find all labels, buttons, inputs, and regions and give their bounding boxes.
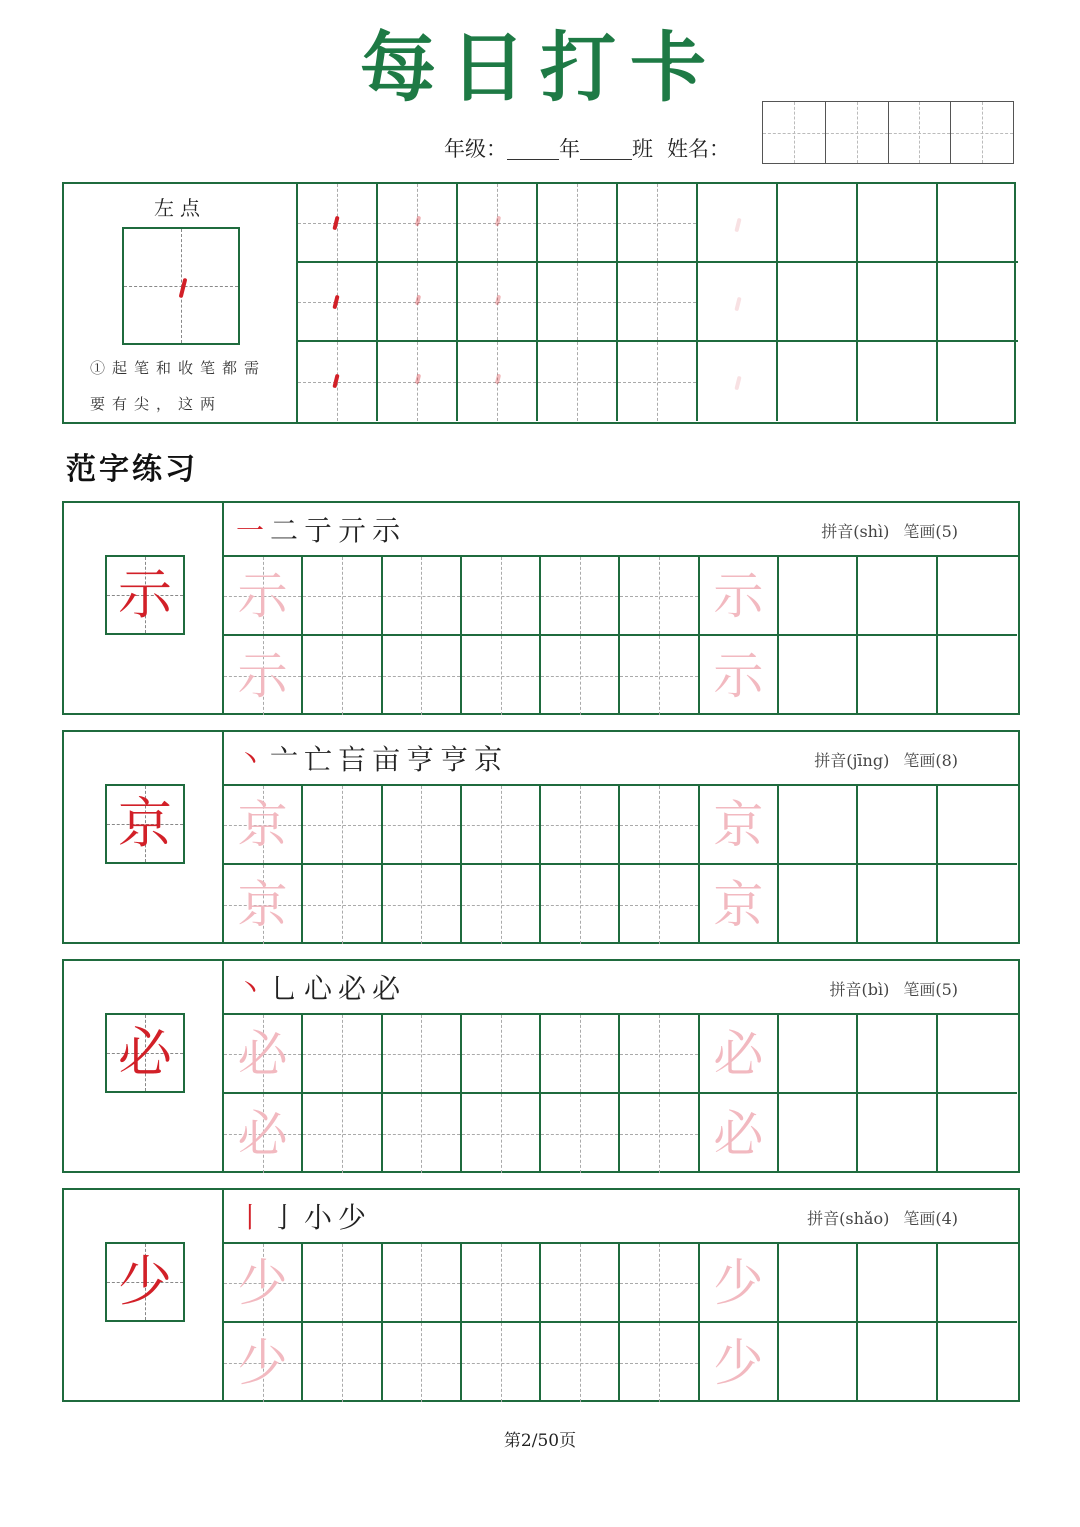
stroke-order-step: 京 <box>474 743 505 776</box>
trace-character: 京 <box>237 795 288 854</box>
character-model-panel <box>64 503 224 713</box>
writing-cell[interactable] <box>779 636 858 715</box>
stroke-order-step: 丶 <box>236 972 267 1005</box>
writing-cell[interactable] <box>700 1094 779 1173</box>
writing-cell[interactable] <box>779 1323 858 1402</box>
writing-cell[interactable] <box>700 1323 779 1402</box>
character-block <box>62 730 1020 944</box>
writing-grid[interactable] <box>224 786 1017 944</box>
left-dot-trace-icon <box>415 216 421 227</box>
stroke-order-step: 乚 <box>270 972 301 1005</box>
page-number: 第2/50页 <box>503 1431 577 1451</box>
stroke-practice-box <box>62 182 1016 424</box>
writing-grid[interactable] <box>224 557 1017 715</box>
trace-character: 示 <box>237 566 288 625</box>
writing-cell[interactable] <box>858 786 937 865</box>
writing-cell[interactable] <box>700 1244 779 1323</box>
writing-cell[interactable] <box>462 636 541 715</box>
pinyin-label: 拼音(bì) <box>829 980 890 999</box>
left-dot-trace-icon <box>415 374 421 385</box>
character-block <box>62 501 1020 715</box>
stroke-practice-cell[interactable] <box>458 184 538 263</box>
trace-character: 必 <box>237 1104 288 1163</box>
writing-cell[interactable] <box>700 636 779 715</box>
stroke-order-step: 亅 <box>270 1201 301 1234</box>
writing-cell[interactable] <box>620 1323 699 1402</box>
name-writing-grid[interactable] <box>762 101 1014 164</box>
stroke-order-step: 亨 <box>406 743 437 776</box>
writing-cell[interactable] <box>779 1244 858 1323</box>
writing-cell[interactable] <box>620 557 699 636</box>
stroke-order-step: 亩 <box>372 743 403 776</box>
model-character-box <box>105 784 185 864</box>
writing-cell[interactable] <box>224 636 303 715</box>
stroke-practice-cell[interactable] <box>698 263 778 342</box>
character-info <box>814 748 958 771</box>
stroke-order-sequence <box>236 967 406 1007</box>
stroke-order-step: 丨 <box>236 1201 267 1234</box>
writing-cell[interactable] <box>303 636 382 715</box>
trace-character: 少 <box>713 1333 764 1392</box>
model-character-box <box>105 555 185 635</box>
stroke-order-sequence <box>236 1196 372 1236</box>
stroke-order-row <box>224 1190 1018 1244</box>
left-dot-stroke-icon <box>179 278 188 298</box>
writing-cell[interactable] <box>303 1244 382 1323</box>
model-character: 少 <box>118 1250 172 1313</box>
trace-character: 必 <box>713 1104 764 1163</box>
name-cell[interactable] <box>763 102 826 163</box>
character-info <box>807 1206 958 1229</box>
model-character: 必 <box>118 1021 172 1084</box>
stroke-practice-cell[interactable] <box>538 263 618 342</box>
stroke-name: 左点 <box>154 196 206 220</box>
left-dot-trace-icon <box>415 295 421 306</box>
trace-character: 必 <box>237 1024 288 1083</box>
trace-character: 示 <box>713 566 764 625</box>
stroke-practice-cell[interactable] <box>618 342 698 421</box>
left-dot-trace-icon <box>495 295 501 306</box>
trace-character: 京 <box>713 795 764 854</box>
stroke-count-label: 笔画(4) <box>903 1209 958 1228</box>
writing-cell[interactable] <box>224 1323 303 1402</box>
stroke-order-step: 心 <box>304 972 335 1005</box>
trace-character: 京 <box>237 875 288 934</box>
character-model-panel <box>64 1190 224 1400</box>
writing-cell[interactable] <box>938 1094 1017 1173</box>
writing-cell[interactable] <box>224 1015 303 1094</box>
stroke-practice-cell[interactable] <box>298 184 378 263</box>
writing-cell[interactable] <box>383 636 462 715</box>
writing-cell[interactable] <box>700 1015 779 1094</box>
student-info-line <box>444 130 730 166</box>
writing-cell[interactable] <box>303 1323 382 1402</box>
stroke-practice-cell[interactable] <box>538 184 618 263</box>
left-dot-trace-icon <box>734 376 741 391</box>
stroke-practice-cell[interactable] <box>858 342 938 421</box>
writing-cell[interactable] <box>938 1015 1017 1094</box>
class-blank[interactable] <box>580 137 632 160</box>
writing-cell[interactable] <box>779 786 858 865</box>
writing-cell[interactable] <box>383 1323 462 1402</box>
left-dot-trace-icon <box>332 374 339 389</box>
writing-cell[interactable] <box>938 786 1017 865</box>
stroke-practice-cell[interactable] <box>938 342 1018 421</box>
stroke-order-step: 吂 <box>338 743 369 776</box>
writing-cell[interactable] <box>620 1244 699 1323</box>
writing-cell[interactable] <box>779 1094 858 1173</box>
writing-cell[interactable] <box>224 786 303 865</box>
stroke-practice-cell[interactable] <box>538 342 618 421</box>
stroke-order-step: 丶 <box>236 743 267 776</box>
left-dot-trace-icon <box>332 295 339 310</box>
stroke-order-row <box>224 961 1018 1015</box>
year-label: 年 <box>559 137 580 161</box>
writing-cell[interactable] <box>541 636 620 715</box>
stroke-order-step: 必 <box>372 972 403 1005</box>
writing-cell[interactable] <box>858 1094 937 1173</box>
stroke-practice-cell[interactable] <box>938 184 1018 263</box>
writing-cell[interactable] <box>383 1015 462 1094</box>
stroke-practice-cell[interactable] <box>858 263 938 342</box>
writing-cell[interactable] <box>858 557 937 636</box>
writing-cell[interactable] <box>224 1094 303 1173</box>
writing-cell[interactable] <box>779 557 858 636</box>
writing-cell[interactable] <box>462 865 541 944</box>
writing-cell[interactable] <box>462 557 541 636</box>
character-info <box>829 977 958 1000</box>
stroke-count-label: 笔画(5) <box>903 980 958 999</box>
writing-cell[interactable] <box>858 1015 937 1094</box>
writing-cell[interactable] <box>620 1015 699 1094</box>
section-title-practice: 范字练习 <box>66 452 198 487</box>
stroke-order-row <box>224 732 1018 786</box>
writing-cell[interactable] <box>938 636 1017 715</box>
grade-label: 年级： <box>444 137 507 161</box>
stroke-demo-box <box>122 227 240 345</box>
stroke-order-step: 示 <box>372 514 403 547</box>
trace-character: 京 <box>713 875 764 934</box>
writing-cell[interactable] <box>383 1244 462 1323</box>
writing-cell[interactable] <box>541 1244 620 1323</box>
model-character: 京 <box>118 792 172 855</box>
stroke-order-step: 亨 <box>440 743 471 776</box>
stroke-practice-cell[interactable] <box>698 184 778 263</box>
writing-cell[interactable] <box>303 1094 382 1173</box>
pinyin-label: 拼音(jīng) <box>814 751 890 770</box>
stroke-order-step: 二 <box>270 514 301 547</box>
stroke-order-step: 亍 <box>304 514 335 547</box>
writing-cell[interactable] <box>383 1094 462 1173</box>
writing-cell[interactable] <box>462 1323 541 1402</box>
stroke-practice-cell[interactable] <box>778 342 858 421</box>
writing-cell[interactable] <box>620 636 699 715</box>
stroke-practice-cell[interactable] <box>298 263 378 342</box>
stroke-order-step: 少 <box>338 1201 369 1234</box>
trace-character: 必 <box>713 1024 764 1083</box>
stroke-practice-cell[interactable] <box>458 342 538 421</box>
stroke-practice-cell[interactable] <box>698 342 778 421</box>
writing-cell[interactable] <box>303 786 382 865</box>
writing-cell[interactable] <box>858 636 937 715</box>
stroke-order-step: 一 <box>236 514 267 547</box>
stroke-practice-cell[interactable] <box>778 263 858 342</box>
character-model-panel <box>64 961 224 1171</box>
writing-cell[interactable] <box>462 1015 541 1094</box>
stroke-order-row <box>224 503 1018 557</box>
class-label: 班 <box>632 137 653 161</box>
pinyin-label: 拼音(shǎo) <box>807 1209 890 1228</box>
character-model-panel <box>64 732 224 942</box>
trace-character: 少 <box>713 1253 764 1312</box>
stroke-practice-cell[interactable] <box>378 263 458 342</box>
stroke-info-panel <box>64 184 298 422</box>
character-block <box>62 959 1020 1173</box>
stroke-order-step: 必 <box>338 972 369 1005</box>
writing-cell[interactable] <box>938 1244 1017 1323</box>
stroke-practice-cell[interactable] <box>618 184 698 263</box>
model-character-box <box>105 1013 185 1093</box>
stroke-practice-cell[interactable] <box>778 184 858 263</box>
writing-cell[interactable] <box>620 1094 699 1173</box>
character-block <box>62 1188 1020 1402</box>
stroke-count-label: 笔画(8) <box>903 751 958 770</box>
writing-cell[interactable] <box>224 557 303 636</box>
trace-character: 示 <box>237 646 288 705</box>
stroke-order-step: 小 <box>304 1201 335 1234</box>
stroke-practice-cell[interactable] <box>378 184 458 263</box>
writing-grid[interactable] <box>224 1244 1017 1402</box>
trace-character: 示 <box>713 646 764 705</box>
stroke-order-step: 亡 <box>304 743 335 776</box>
writing-cell[interactable] <box>541 786 620 865</box>
stroke-count-label: 笔画(5) <box>903 522 958 541</box>
grade-year-blank[interactable] <box>507 137 559 160</box>
writing-cell[interactable] <box>541 1323 620 1402</box>
writing-cell[interactable] <box>779 1015 858 1094</box>
writing-cell[interactable] <box>620 786 699 865</box>
writing-cell[interactable] <box>462 1244 541 1323</box>
writing-cell[interactable] <box>303 557 382 636</box>
left-dot-trace-icon <box>734 297 741 312</box>
writing-cell[interactable] <box>779 865 858 944</box>
writing-cell[interactable] <box>462 1094 541 1173</box>
writing-cell[interactable] <box>383 865 462 944</box>
writing-cell[interactable] <box>700 557 779 636</box>
name-label: 姓名： <box>667 137 730 161</box>
model-character: 示 <box>118 563 172 626</box>
trace-character: 少 <box>237 1333 288 1392</box>
character-info <box>821 519 958 542</box>
stroke-practice-cell[interactable] <box>618 263 698 342</box>
left-dot-trace-icon <box>332 216 339 231</box>
writing-cell[interactable] <box>383 786 462 865</box>
writing-grid[interactable] <box>224 1015 1017 1173</box>
writing-cell[interactable] <box>383 557 462 636</box>
pinyin-label: 拼音(shì) <box>821 522 890 541</box>
writing-cell[interactable] <box>541 865 620 944</box>
stroke-practice-cell[interactable] <box>458 263 538 342</box>
stroke-practice-grid[interactable] <box>298 184 1018 421</box>
writing-cell[interactable] <box>858 1244 937 1323</box>
stroke-practice-cell[interactable] <box>858 184 938 263</box>
writing-cell[interactable] <box>938 1323 1017 1402</box>
stroke-order-step: 亓 <box>338 514 369 547</box>
stroke-order-sequence <box>236 509 406 549</box>
stroke-practice-cell[interactable] <box>298 342 378 421</box>
writing-cell[interactable] <box>224 1244 303 1323</box>
writing-cell[interactable] <box>541 1094 620 1173</box>
writing-cell[interactable] <box>858 1323 937 1402</box>
name-cell[interactable] <box>826 102 889 163</box>
writing-cell[interactable] <box>462 786 541 865</box>
writing-cell[interactable] <box>938 865 1017 944</box>
writing-cell[interactable] <box>224 865 303 944</box>
writing-cell[interactable] <box>700 786 779 865</box>
page-title: 每日打卡 <box>360 23 720 112</box>
stroke-practice-cell[interactable] <box>938 263 1018 342</box>
writing-cell[interactable] <box>303 1015 382 1094</box>
model-character-box <box>105 1242 185 1322</box>
stroke-practice-cell[interactable] <box>378 342 458 421</box>
writing-cell[interactable] <box>541 1015 620 1094</box>
stroke-order-step: 亠 <box>270 743 301 776</box>
trace-character: 少 <box>237 1253 288 1312</box>
writing-cell[interactable] <box>700 865 779 944</box>
writing-cell[interactable] <box>858 865 937 944</box>
name-cell[interactable] <box>951 102 1013 163</box>
writing-cell[interactable] <box>938 557 1017 636</box>
left-dot-trace-icon <box>495 374 501 385</box>
writing-cell[interactable] <box>620 865 699 944</box>
stroke-order-sequence <box>236 738 508 778</box>
left-dot-trace-icon <box>495 216 501 227</box>
stroke-tip: ①起笔和收笔都需要有尖，这两 <box>90 359 267 413</box>
name-cell[interactable] <box>889 102 952 163</box>
writing-cell[interactable] <box>541 557 620 636</box>
writing-cell[interactable] <box>303 865 382 944</box>
left-dot-trace-icon <box>734 218 741 233</box>
